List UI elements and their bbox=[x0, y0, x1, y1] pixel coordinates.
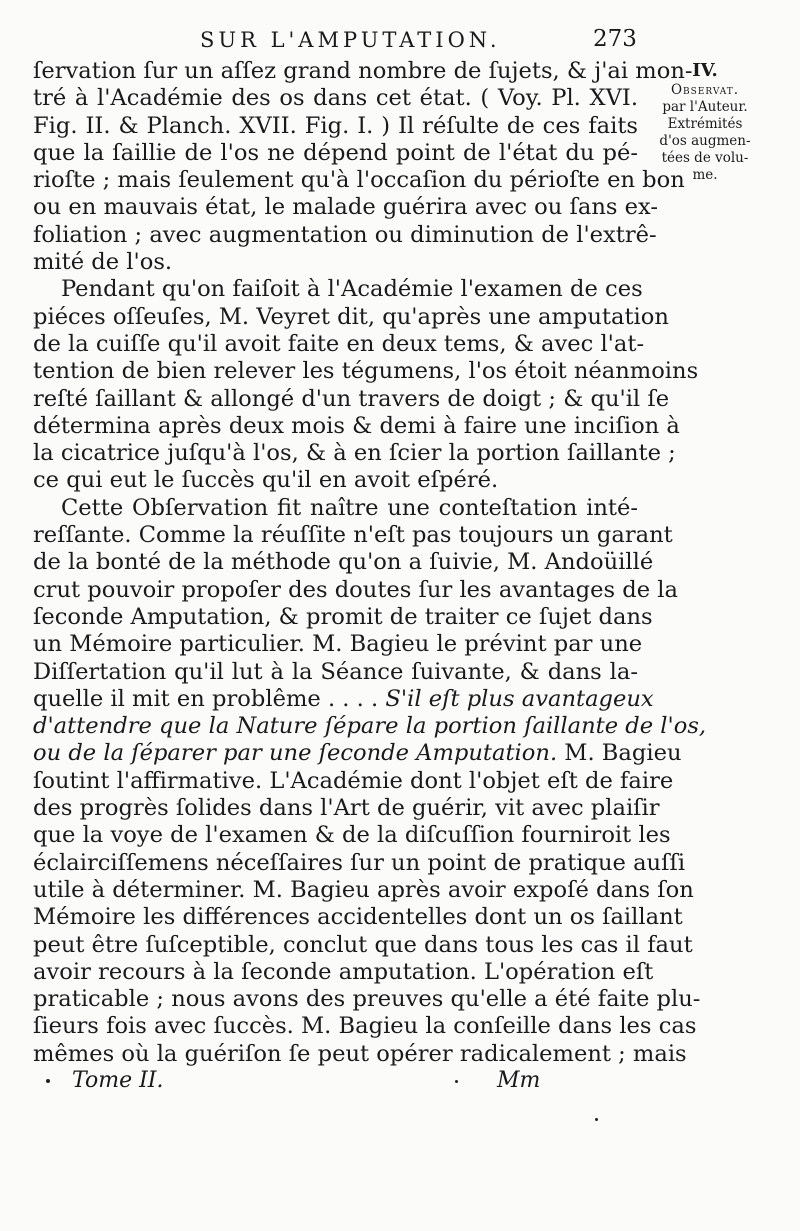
line-text: ou en mauvais état, le malade guérira avec ou ſans ex- bbox=[33, 194, 659, 221]
line-text: la cicatrice juſqu'à l'os, & à en ſcier la portion ſaillante ; bbox=[33, 440, 676, 467]
text-line bbox=[33, 113, 638, 140]
line-text: utile à déterminer. M. Bagieu après avoir expoſé dans ſon bbox=[33, 876, 694, 903]
line-text: M. Bagieu bbox=[557, 740, 682, 767]
text-line bbox=[33, 167, 685, 194]
text-line bbox=[33, 849, 686, 877]
margin-note-heading: Observat. bbox=[670, 82, 740, 98]
line-text: tré à l'Académie des os dans cet état. ( Voy. Pl. XVI. bbox=[33, 85, 638, 112]
line-text: de la bonté de la méthode qu'on a ſuivie, M. Andoüillé bbox=[33, 549, 654, 576]
ink-speck bbox=[595, 1118, 598, 1121]
catchword: Mm bbox=[497, 1068, 541, 1093]
line-text: ce qui eut le ſuccès qu'il en avoit eſpéré. bbox=[33, 467, 499, 494]
line-text: Pendant qu'on faiſoit à l'Académie l'examen de ces bbox=[61, 276, 643, 303]
text-line bbox=[33, 685, 654, 713]
line-text: de la cuiſſe qu'il avoit faite en deux tems, & avec l'at- bbox=[33, 330, 645, 357]
text-line bbox=[33, 659, 638, 686]
line-text: ſieurs fois avec ſuccès. M. Bagieu la conſeille dans les cas bbox=[33, 1013, 697, 1040]
line-text: des progrès ſolides dans l'Art de guérir, vit avec plaiſir bbox=[33, 795, 660, 822]
text-line bbox=[33, 876, 694, 904]
text-line bbox=[33, 495, 638, 522]
text-line bbox=[33, 795, 660, 822]
text-line bbox=[33, 1040, 687, 1068]
text-line bbox=[33, 358, 699, 385]
line-text: tention de bien relever les tégumens, l'os étoit néanmoins bbox=[33, 358, 699, 385]
text-line bbox=[33, 1013, 697, 1040]
line-text: crut pouvoir propoſer des doutes ſur les avantages de la bbox=[33, 576, 678, 603]
text-line bbox=[33, 221, 657, 249]
text-line bbox=[33, 194, 659, 221]
margin-note-line: d'os augmen- bbox=[659, 133, 751, 149]
margin-note-line: Extrémités bbox=[667, 116, 743, 132]
text-line bbox=[33, 522, 673, 549]
line-text: ſoutint l'affirmative. L'Académie dont l'objet eſt de faire bbox=[33, 767, 674, 794]
text-line bbox=[33, 140, 638, 167]
running-title: SUR L'AMPUTATION. bbox=[200, 28, 501, 52]
line-text: reſſante. Comme la réuſſite n'eſt pas toujours un garant bbox=[33, 522, 673, 549]
text-line bbox=[33, 467, 638, 494]
text-line bbox=[33, 576, 678, 604]
margin-note-number: IV. bbox=[692, 60, 718, 81]
text-line bbox=[33, 822, 671, 849]
line-text: que la voye de l'examen & de la diſcuſſion fourniroit les bbox=[33, 822, 671, 849]
text-line bbox=[33, 276, 643, 303]
text-line bbox=[33, 958, 654, 986]
line-text: un Mémoire particulier. M. Bagieu le prévint par une bbox=[33, 631, 643, 658]
line-text: détermina après deux mois & demi à faire une inciſion à bbox=[33, 412, 680, 439]
line-text: Fig. II. & Planch. XVII. Fig. I. ) Il réſulte de ces faits bbox=[33, 112, 638, 139]
margin-note-line: me. bbox=[692, 167, 718, 183]
text-line bbox=[33, 85, 638, 112]
text-line bbox=[33, 330, 645, 358]
signature-mark: Tome II. bbox=[72, 1068, 164, 1093]
italic-question: ou de la ſéparer par une ſeconde Amputation. bbox=[33, 740, 558, 767]
line-text: éclairciſſemens néceſſaires ſur un point de pratique auſſi bbox=[33, 849, 686, 876]
text-line bbox=[33, 249, 638, 276]
text-line bbox=[33, 549, 654, 576]
text-line bbox=[33, 631, 643, 658]
ink-speck bbox=[46, 1079, 50, 1083]
margin-note-line: par l'Auteur. bbox=[662, 99, 748, 115]
text-line bbox=[33, 58, 693, 85]
line-text: piéces oſſeuſes, M. Veyret dit, qu'après une amputation bbox=[33, 303, 669, 330]
text-line bbox=[33, 603, 653, 631]
text-line bbox=[33, 440, 676, 467]
text-line bbox=[33, 740, 682, 767]
text-line bbox=[33, 303, 669, 331]
page-number: 273 bbox=[593, 26, 637, 52]
line-text: mité de l'os. bbox=[33, 249, 173, 276]
text-line bbox=[33, 385, 670, 413]
line-text: peut être ſuſceptible, conclut que dans tous les cas il faut bbox=[33, 931, 693, 958]
line-text: quelle il mit en problême . . . . bbox=[33, 685, 386, 712]
line-text: mêmes où la guériſon ſe peut opérer radicalement ; mais bbox=[33, 1040, 687, 1067]
text-line bbox=[33, 412, 680, 440]
line-text: Mémoire les différences accidentelles dont un os ſaillant bbox=[33, 904, 683, 931]
line-text: Diſſertation qu'il lut à la Séance ſuivante, & dans la- bbox=[33, 658, 638, 685]
text-line bbox=[33, 767, 674, 795]
text-line bbox=[33, 931, 693, 959]
line-text: rioſte ; mais ſeulement qu'à l'occaſion du périoſte en bon bbox=[33, 167, 685, 194]
line-text: foliation ; avec augmentation ou diminution de l'extrê- bbox=[33, 221, 657, 248]
line-text: ſervation ſur un aſſez grand nombre de ſujets, & j'ai mon- bbox=[33, 58, 693, 84]
line-text: avoir recours à la ſeconde amputation. L'opération eſt bbox=[33, 958, 654, 985]
text-line bbox=[33, 986, 701, 1013]
italic-question: d'attendre que la Nature ſépare la portion ſaillante de l'os, bbox=[33, 713, 707, 740]
text-line bbox=[33, 904, 683, 931]
line-text: reſté ſaillant & allongé d'un travers de doigt ; & qu'il ſe bbox=[33, 385, 670, 412]
ink-speck bbox=[455, 1080, 458, 1083]
line-text: ſeconde Amputation, & promit de traiter ce ſujet dans bbox=[33, 603, 653, 630]
italic-question: S'il eſt plus avantageux bbox=[385, 685, 654, 712]
line-text: que la ſaillie de l'os ne dépend point de l'état du pé- bbox=[33, 139, 638, 166]
line-text: Cette Obſervation fit naître une conteſtation inté- bbox=[61, 494, 638, 521]
text-line bbox=[33, 713, 707, 740]
line-text: praticable ; nous avons des preuves qu'elle a été faite plu- bbox=[33, 986, 701, 1013]
margin-note-line: tées de volu- bbox=[661, 150, 749, 166]
